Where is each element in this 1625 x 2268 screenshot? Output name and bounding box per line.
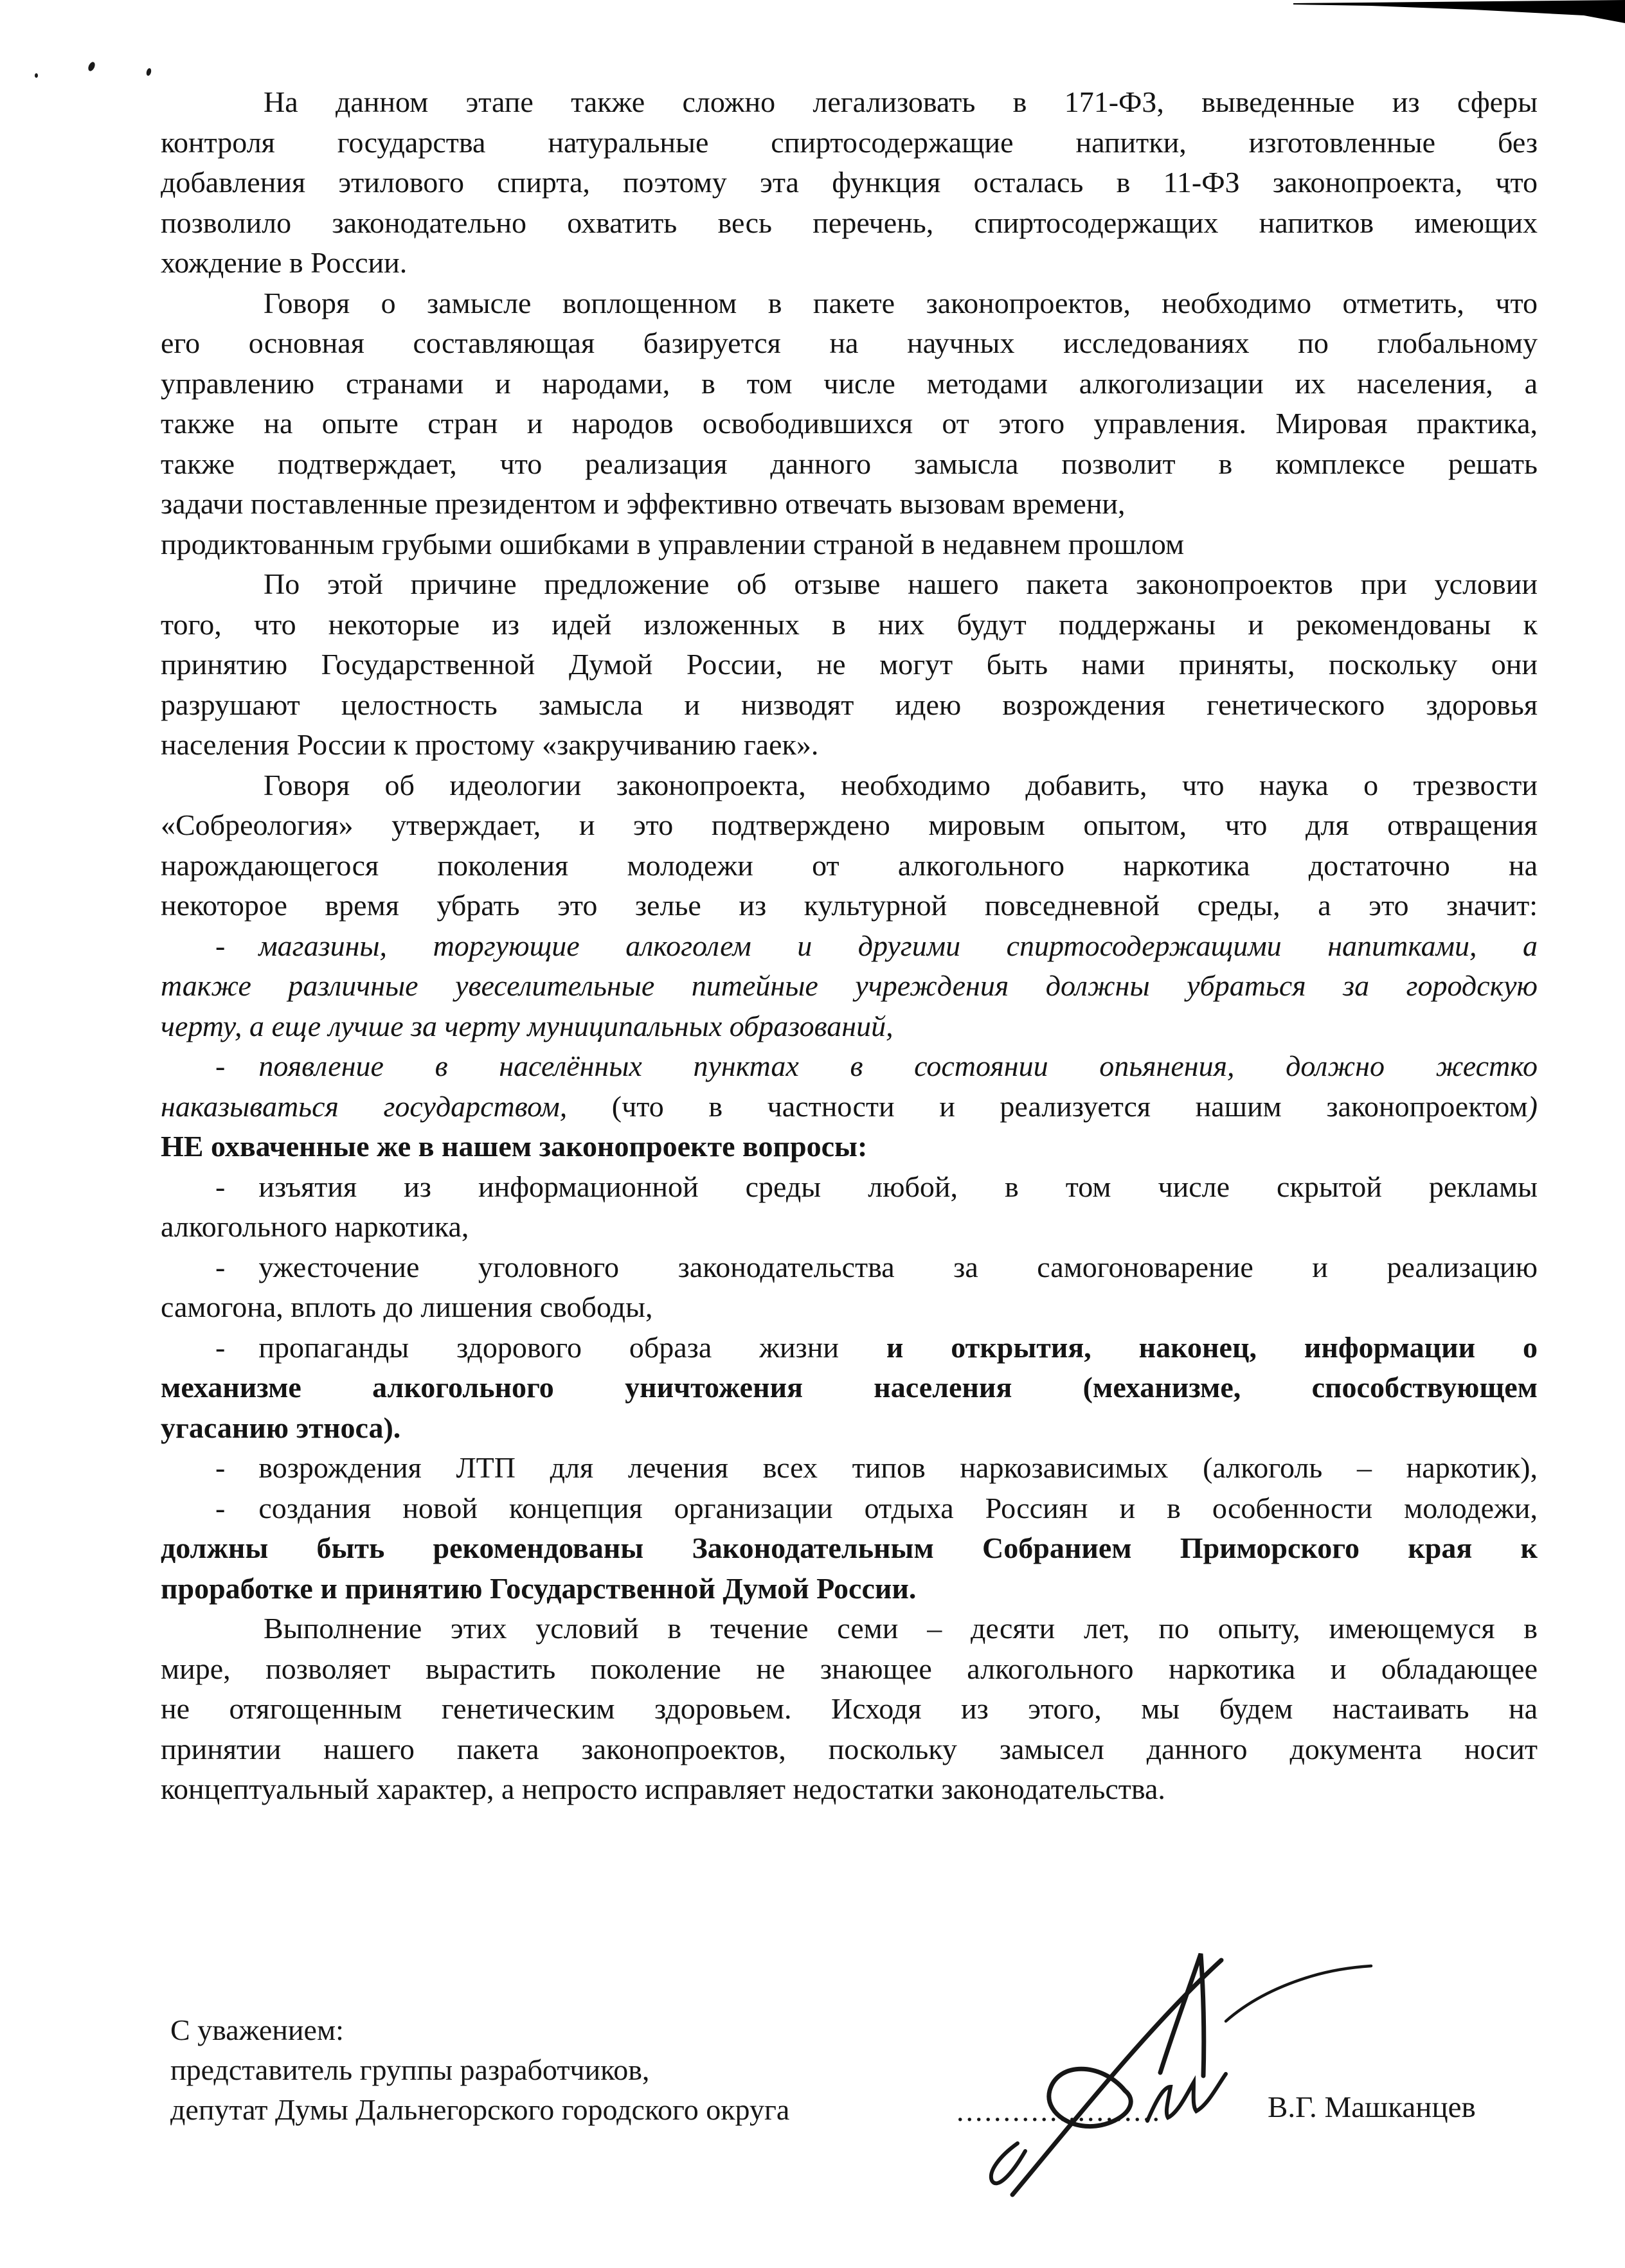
text-run: создания новой концепция организации отдыха Россиян и в особенности молодежи, [258,1491,1538,1524]
text-run: возрождения ЛТП для лечения всех типов наркозависимых (алкоголь – наркотик), [258,1451,1538,1484]
text-line [161,1769,1538,1810]
text-line [161,323,1538,364]
text-run: появление в населённых пунктах в состоянии опьянения, должно жестко [258,1049,1538,1082]
text-line [161,1528,1538,1569]
text-run: разрушают целостность замысла и низводят идею возрождения генетического здоровья [161,688,1538,721]
text-run: механизме алкогольного уничтожения населения (механизме, способствующем [161,1371,1538,1404]
text-line [161,725,1538,765]
text-line [161,1649,1538,1690]
text-line [161,1087,1538,1127]
text-run: ) [1527,1089,1538,1123]
text-line [161,203,1538,244]
text-run: Говоря о замысле воплощенном в пакете законопроектов, необходимо отметить, что [264,286,1538,319]
text-line [161,846,1538,886]
text-run: наказываться государством, [161,1089,568,1123]
text-line [161,1488,1538,1529]
text-line [161,1368,1538,1408]
text-run: принятии нашего пакета законопроектов, поскольку замысел данного документа носит [161,1732,1538,1765]
text-line [161,364,1538,404]
text-run: «Собреология» утверждает, и это подтверждено мировым опытом, что для отвращения [161,808,1538,841]
text-line [161,645,1538,685]
text-run: ужесточение уголовного законодательства за самогоноварение и реализацию [258,1250,1538,1283]
text-run: - [215,1049,226,1082]
scan-speck [146,67,152,76]
text-line [161,123,1538,163]
text-run: (что в частности и реализуется нашим законопроектом [567,1089,1528,1123]
text-run: самогона, вплоть до лишения свободы, [161,1290,653,1323]
text-run: проработке и принятию Государственной Думой России. [161,1571,917,1605]
text-line [161,926,1538,967]
signature-role-line: представитель группы разработчиков, [170,2053,650,2086]
text-run: задачи поставленные президентом и эффективно отвечать вызовам времени, [161,487,1126,520]
signatory-name: В.Г. Машканцев [1268,2091,1476,2124]
text-line [161,605,1538,645]
text-line [161,805,1538,846]
text-run: должны быть рекомендованы Законодательным Собранием Приморского края к [161,1531,1538,1564]
text-line [161,886,1538,926]
text-run: магазины, торгующие алкоголем и другими спиртосодержащими напитками, а [258,929,1538,962]
text-line [161,1046,1538,1087]
text-run: позволило законодательно охватить весь перечень, спиртосодержащих напитков имеющих [161,206,1538,239]
document-text [161,82,1538,1810]
text-line [161,404,1538,444]
handwritten-signature-icon [935,1925,1398,2201]
text-run: некоторое время убрать это зелье из культурной повседневной среды, а это значит: [161,889,1538,922]
scan-speck [35,73,38,78]
text-run: того, что некоторые из идей изложенных в них будут поддержаны и рекомендованы к [161,607,1538,641]
text-run: продиктованным грубыми ошибками в управлении страной в недавнем прошлом [161,527,1185,560]
text-run: управлению странами и народами, в том числе методами алкоголизации их населения, а [161,366,1538,400]
text-line [161,1127,1538,1167]
text-run: концептуальный характер, а непросто исправляет недостатки законодательства. [161,1772,1165,1805]
text-line [161,1689,1538,1729]
text-line [161,484,1538,524]
text-line [161,243,1538,283]
text-line [161,1287,1538,1328]
text-line [161,685,1538,726]
text-run: - [215,1451,226,1484]
text-line [161,1207,1538,1247]
signature-block [170,2010,789,2130]
scan-speck [87,61,96,72]
text-run: Говоря об идеологии законопроекта, необходимо добавить, что наука о трезвости [264,768,1538,801]
text-run: изъятия из информационной среды любой, в том числе скрытой рекламы [258,1170,1538,1203]
text-run: также на опыте стран и народов освободившихся от этого управления. Мировая практика, [161,407,1538,440]
text-run: также различные увеселительные питейные учреждения должны убраться за городскую [161,969,1538,1002]
text-line [161,1448,1538,1488]
text-run: населения России к простому «закручиванию гаек». [161,728,819,761]
text-line [161,1569,1538,1609]
dotted-signature-line: ...................... [956,2094,1162,2127]
text-run: Выполнение этих условий в течение семи – десяти лет, по опыту, имеющемуся в [264,1612,1538,1645]
text-run: - [215,1170,226,1203]
text-run: черту, а еще лучше за черту муниципальных образований, [161,1009,893,1042]
signature-dept-line: депутат Думы Дальнегорского городского округа [170,2093,790,2126]
text-line [161,564,1538,605]
text-run: также подтверждает, что реализация данного замысла позволит в комплексе решать [161,447,1538,480]
scan-bar-top-right [1293,0,1625,26]
text-run: - [215,1330,226,1364]
text-run: - [215,1491,226,1524]
text-run: НЕ охваченные же в нашем законопроекте вопросы: [161,1130,868,1163]
text-run: На данном этапе также сложно легализовать в 171-ФЗ, выведенные из сферы [264,85,1538,118]
text-line [161,1167,1538,1208]
text-run: и открытия, наконец, информации о [886,1330,1538,1364]
text-run: контроля государства натуральные спиртосодержащие напитки, изготовленные без [161,125,1538,159]
text-run: его основная составляющая базируется на научных исследованиях по глобальному [161,326,1538,359]
text-line [161,444,1538,485]
text-line [161,82,1538,123]
text-run: - [215,929,226,962]
text-run: не отягощенным генетическим здоровьем. Исходя из этого, мы будем настаивать на [161,1692,1538,1725]
text-run: добавления этилового спирта, поэтому эта функция осталась в 11-ФЗ законопроекта, что [161,166,1538,199]
text-line [161,163,1538,203]
text-line [161,524,1538,565]
text-line [161,1247,1538,1288]
text-run: мире, позволяет вырастить поколение не знающее алкогольного наркотика и обладающее [161,1652,1538,1685]
text-run: - [215,1250,226,1283]
text-run: угасанию этноса). [161,1411,401,1444]
text-line [161,1609,1538,1649]
text-line [161,1729,1538,1770]
text-line [161,1006,1538,1047]
text-line [161,1408,1538,1449]
text-line [161,765,1538,806]
text-line [161,283,1538,324]
text-line [161,1328,1538,1368]
text-run: пропаганды здорового образа жизни [258,1330,886,1364]
text-run: По этой причине предложение об отзыве нашего пакета законопроектов при условии [264,567,1538,600]
text-run: алкогольного наркотика, [161,1210,469,1243]
text-line [161,966,1538,1006]
signature-closing: С уважением: [170,2014,344,2046]
text-run: нарождающегося поколения молодежи от алкогольного наркотика достаточно на [161,848,1538,882]
text-run: принятию Государственной Думой России, не могут быть нами приняты, поскольку они [161,648,1538,681]
text-run: хождение в России. [161,246,408,279]
